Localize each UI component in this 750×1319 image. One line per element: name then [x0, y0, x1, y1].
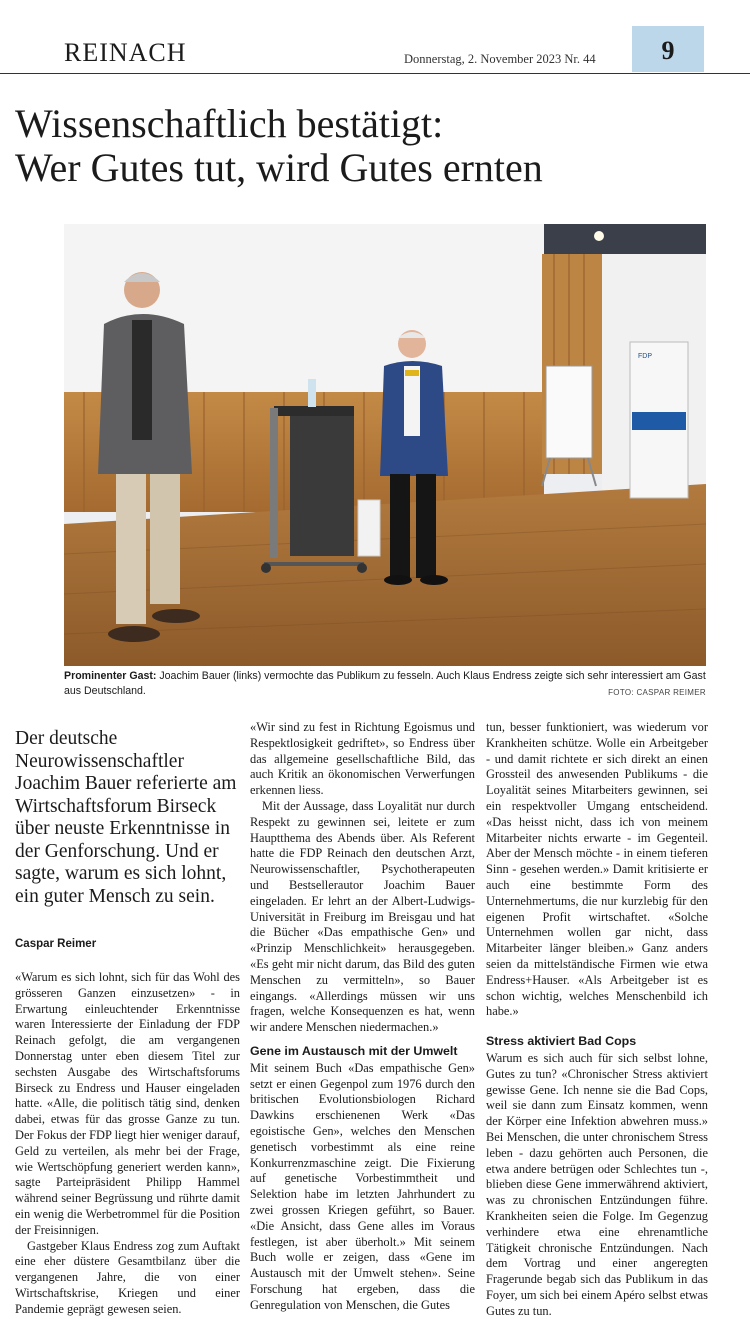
- photo-credit: FOTO: CASPAR REIMER: [608, 688, 706, 697]
- body-paragraph: Mit seinem Buch «Das empathische Gen» setzt er einen Gegenpol zum 1976 durch den britischen Evolutionsbiologen Richard Dawkins erschienenen Werk «Das egoistische Gen», welches den Menschen genetisch vorbestimmt als eine reine Konkurrenzmaschine zeigt. Die Fixierung auf genetische Vorbestimmtheit und Selektion habe im letzten Jahrhundert zu zwei grossen Kriegen geführt, so Bauer. «Die Ansicht, dass Gene alles im Voraus festlegen, ist aber überholt.» Mit seinem Buch wolle er zeigen, dass «Gene im Austausch mit der Umwelt stehen». Seine Forschung hat ergeben, dass die Genregulation von Menschen, die Gutes: [250, 1060, 475, 1312]
- lead-paragraph: Der deutsche Neurowissenschaftler Joachim Bauer referierte am Wirtschaftsforum Birseck über neuste Erkenntnisse in der Genforschung. Und er sagte, warum es sich lohnt, ein guter Mensch zu sein.: [15, 728, 237, 907]
- headline-line-1: Wissenschaftlich bestätigt:: [15, 101, 444, 146]
- body-paragraph: «Wir sind zu fest in Richtung Egoismus und Respektlosigkeit gedriftet», so Endress über das allgemeine gesellschaftliche Bild, das auch Kritik an ökonomischen Verwerfungen erkennen liess.: [250, 720, 475, 798]
- headline-line-2: Wer Gutes tut, wird Gutes ernten: [15, 145, 543, 190]
- body-column-1: [15, 970, 240, 1318]
- body-column-3: [486, 720, 708, 1319]
- subheading: Stress aktiviert Bad Cops: [486, 1034, 637, 1049]
- section-name: REINACH: [64, 38, 187, 67]
- body-paragraph: «Warum es sich lohnt, sich für das Wohl des grösseren Ganzen einzusetzen» - in Erwartung einleuchtender Erkenntnisse waren Interessierte der Einladung der FDP Reinach gefolgt, die am vergangenen Donnerstag unter eben diesem Titel zur sechsten Ausgabe des Wirtschaftsforums Birseck zu Endress und Hauser eingeladen hatte. «Alle, die politisch tätig sind, denken dabei, etwas für das grosse Ganze zu tun. Der Fokus der FDP liegt hier weniger darauf, Geld zu verteilen, als mehr bei der Frage, wie Wertschöpfung generiert werden kann», sagte Parteipräsident Philipp Hammel während seiner Begrüssung und rührte damit ein wenig die Werbetrommel für die Position der Freisinnigen.: [15, 970, 240, 1237]
- body-paragraph: Mit der Aussage, dass Loyalität nur durch Respekt zu gewinnen sei, leitete er zum Hauptthema des Abends über. Als Referent hatte die FDP Reinach den deutschen Arzt, Neurowissenschaftler, Psychotherapeuten und Bestsellerautor Joachim Bauer eingeladen. Er lehrt an der Albert-Ludwigs-Universität in Freiburg im Breisgau und hat die Bücher «Das empathische Gen» und «Prinzip Menschlichkeit» herausgegeben. «Es geht mir nicht darum, das Bild des guten Menschen zu vermitteln», so Bauer eingangs. «Allerdings müssen wir uns fragen, welche Konsequenzen es hat, wenn wir andere Menschen niedermachen.»: [250, 798, 475, 1035]
- body-paragraph: Gastgeber Klaus Endress zog zum Auftakt eine eher düstere Gesamtbilanz über die vergangenen Jahre, die von einer Wirtschaftskrise, Kriegen und einer Pandemie geprägt gewesen seien.: [15, 1238, 240, 1316]
- caption-text: Joachim Bauer (links) vermochte das Publikum zu fesseln. Auch Klaus Endress zeigte sich sehr interessiert am Gast aus Deutschland.: [64, 670, 706, 697]
- caption-label: Prominenter Gast:: [64, 670, 157, 682]
- headline: [15, 102, 735, 190]
- issue-dateline: Donnerstag, 2. November 2023 Nr. 44: [404, 52, 596, 66]
- page-number-box: [632, 26, 704, 72]
- page-number: 9: [661, 36, 675, 65]
- body-column-2: [250, 720, 475, 1313]
- subheading: Gene im Austausch mit der Umwelt: [250, 1043, 458, 1058]
- body-paragraph: tun, besser funktioniert, was wiederum vor Krankheiten schütze. Wolle ein Arbeitgeber - und damit richtete er sich direkt an einen Grossteil des anwesenden Publikums - die Loyalität seines Mitarbeiters gewinnen, sei ein respektvoller Umgang entscheidend. «Das heisst nicht, dass ich von meinem Mitarbeiter nichts erwarte - im Gegenteil. Aber der Mensch möchte - in einem tieferen Sinn - gesehen werden.» Damit kritisierte er auch eine bestimmte Form des Unternehmertums, die nur kurzlebig für den eigenen Profit wirtschaftet. «Solche Unternehmen wollen gar nicht, dass Mitarbeiter länger bleiben.» Ganz anders seien da mittelständische Firmen wie etwa Endress+Hauser. «Als Arbeitgeber ist es schon wichtig, welches Menschenbild ich habe.»: [486, 720, 708, 1019]
- header-rule: [0, 73, 750, 74]
- article-photo: [64, 224, 706, 666]
- event-photo-illustration: [64, 224, 706, 666]
- author-byline: Caspar Reimer: [15, 938, 97, 950]
- rollup-title: FDP: [638, 353, 652, 360]
- body-paragraph: Warum es sich auch für sich selbst lohne, Gutes zu tun? «Chronischer Stress aktiviert gewisse Gene. Ich nenne sie die Bad Cops, weil sie dann zum Einsatz kommen, wenn der Körper eine Infektion abwehren muss.» Bei Menschen, die unter chronischem Stress leben - dazu gehörten auch Personen, die etwa andere betrügen oder Schlechtes tun -, blieben diese Gene immerwährend aktiviert, was zu chronischen Entzündungen führe. Krankheiten seien die Folge. Im Gegenzug verhindere etwa eine ehrenamtliche Tätigkeit chronische Entzündungen. Nach dem Vortrag und einer angeregten Fragerunde begab sich das Publikum in das Foyer, um sich bei einem Apéro selbst etwas Gutes zu tun.: [486, 1050, 708, 1318]
